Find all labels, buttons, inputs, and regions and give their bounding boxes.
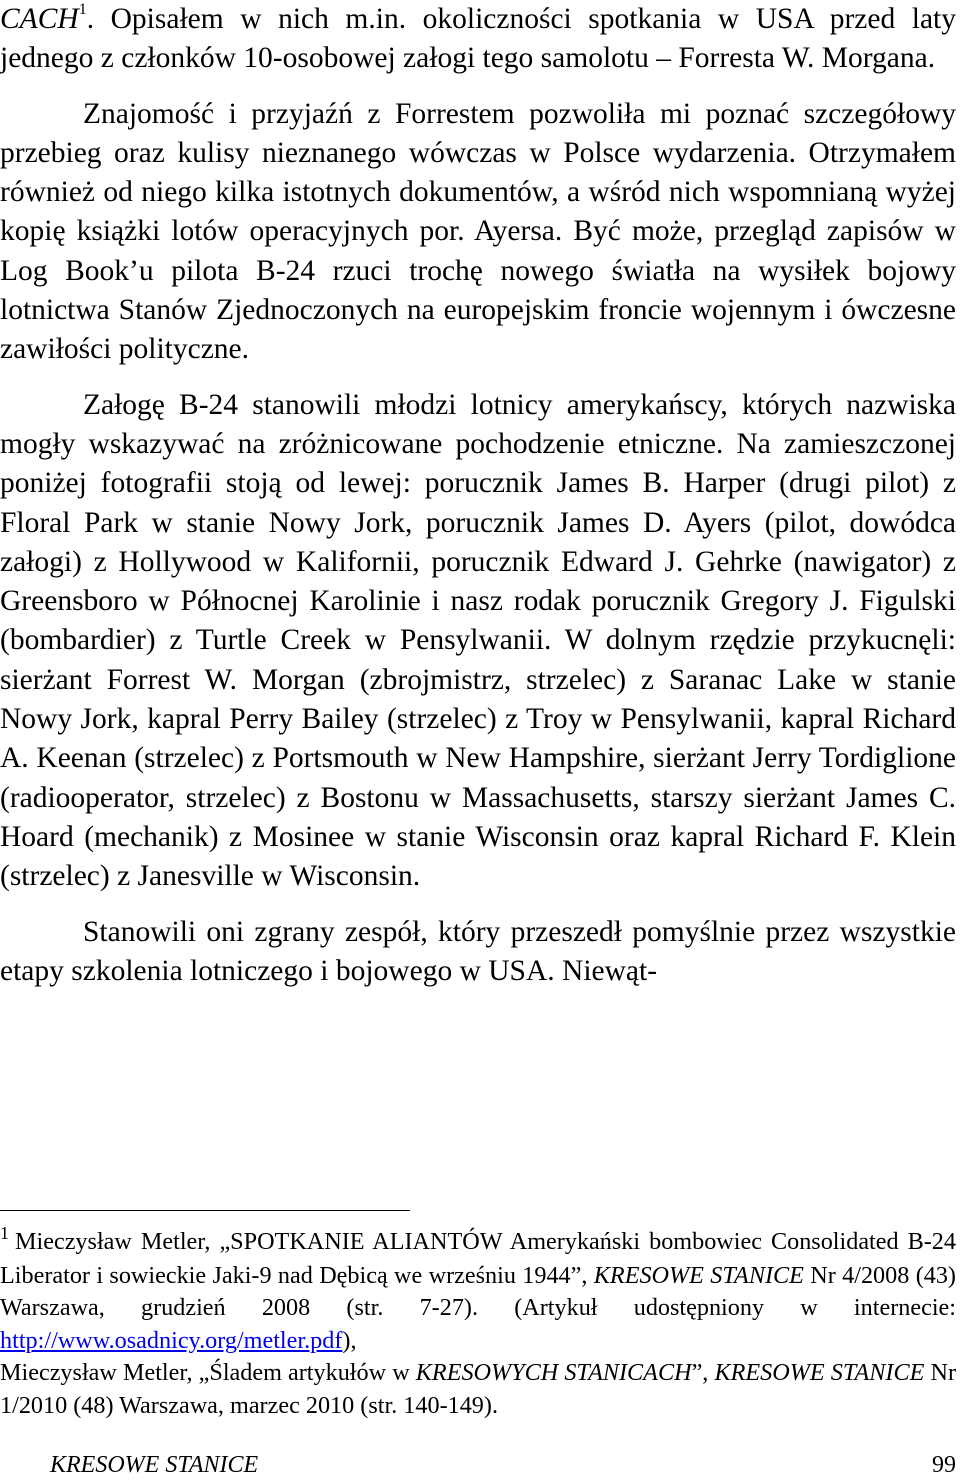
footnote-journal-title-3: KRESOWE STANICE xyxy=(714,1359,925,1386)
paragraph-2: Znajomość i przyjaźń z Forrestem pozwoliła mi poznać szczegółowy przebieg oraz kulisy nieznanego wówczas w Polsce wydarzenia. Otrzymałem również od niego kilka istotnych dokumentów, a wśród nich wspomnianą wyżej kopię książki lotów operacyjnych por. Ayersa. Być może, przegląd zapisów w Log Book’u pilota B-24 rzuci trochę nowego światła na wysiłek bojowy lotnictwa Stanów Zjednoczonych na europejskim froncie wojennym i ówczesne zawiłości polityczne. xyxy=(0,97,956,366)
footer-journal-title: KRESOWE STANICE xyxy=(50,1452,259,1478)
footnotes xyxy=(0,1223,957,1422)
footnote-journal-title-2: KRESOWYCH STANICACH xyxy=(415,1359,692,1386)
footnote-text-2: Nr 4/2008 (43) Warszawa, grudzień 2008 (str. 7-27). (Artykuł udostępniony w internecie: xyxy=(0,1261,956,1321)
source-title-fragment: CACH xyxy=(0,3,79,35)
footnote-text-6: Nr 1/2010 (48) Warszawa, marzec 2010 (str. 140-149). xyxy=(0,1359,957,1419)
footnote-link[interactable]: http://www.osadnicy.org/metler.pdf xyxy=(0,1326,343,1354)
footnote-separator xyxy=(0,1210,410,1211)
paragraph-3: Załogę B-24 stanowili młodzi lotnicy amerykańscy, których nazwiska mogły wskazywać na zróżnicowane pochodzenie etniczne. Na zamieszczonej poniżej fotografii stoją od lewej: porucznik James B. Harper (drugi pilot) z Floral Park w stanie Nowy Jork, porucznik James D. Ayers (pilot, dowódca załogi) z Hollywood w Kalifornii, porucznik Edward J. Gehrke (nawigator) z Greensboro w Północnej Karolinie i nasz rodak porucznik Gregory J. Figulski (bombardier) z Turtle Creek w Pensylwanii. W dolnym rzędzie przykucnęli: sierżant Forrest W. Morgan (zbrojmistrz, strzelec) z Saranac Lake w stanie Nowy Jork, kapral Perry Bailey (strzelec) z Troy w Pensylwanii, kapral Richard A. Keenan (strzelec) z Portsmouth w New Hampshire, sierżant Jerry Tordiglione (radiooperator, strzelec) z Bostonu w Massachusetts, starszy sierżant James C. Hoard (mechanik) z Mosinee w stanie Wisconsin oraz kapral Richard F. Klein (strzelec) z Janesville w Wisconsin. xyxy=(0,388,956,893)
footnote-text-3: ), xyxy=(342,1326,357,1354)
page-footer xyxy=(0,1450,958,1481)
footnote-journal-title: KRESOWE STANICE xyxy=(593,1261,804,1289)
footnote-text-5: ”, xyxy=(691,1359,709,1386)
page-number: 99 xyxy=(932,1452,956,1478)
footnote-text-1: Mieczysław Metler, „SPOTKANIE ALIANTÓW Amerykański bombowiec Consolidated B-24 Liberator i sowieckie Jaki-9 nad Dębicą we wrześniu 1944”, xyxy=(0,1228,956,1289)
footnote-number: 1 xyxy=(0,1223,9,1243)
paragraph-4: Stanowili oni zgrany zespół, który przeszedł pomyślnie przez wszystkie etapy szkolenia lotniczego i bojowego w USA. Niewąt- xyxy=(0,915,956,987)
footnote-1 xyxy=(0,1223,957,1422)
paragraph-1-text: . Opisałem w nich m.in. okoliczności spotkania w USA przed laty jednego z członków 10-osobowej załogi tego samolotu – Forresta W. Morgana. xyxy=(0,3,956,75)
footnote-reference[interactable]: 1 xyxy=(78,1,87,19)
paragraph-1 xyxy=(0,0,956,79)
footnote-text-4: Mieczysław Metler, „Śladem artykułów w xyxy=(0,1359,410,1386)
